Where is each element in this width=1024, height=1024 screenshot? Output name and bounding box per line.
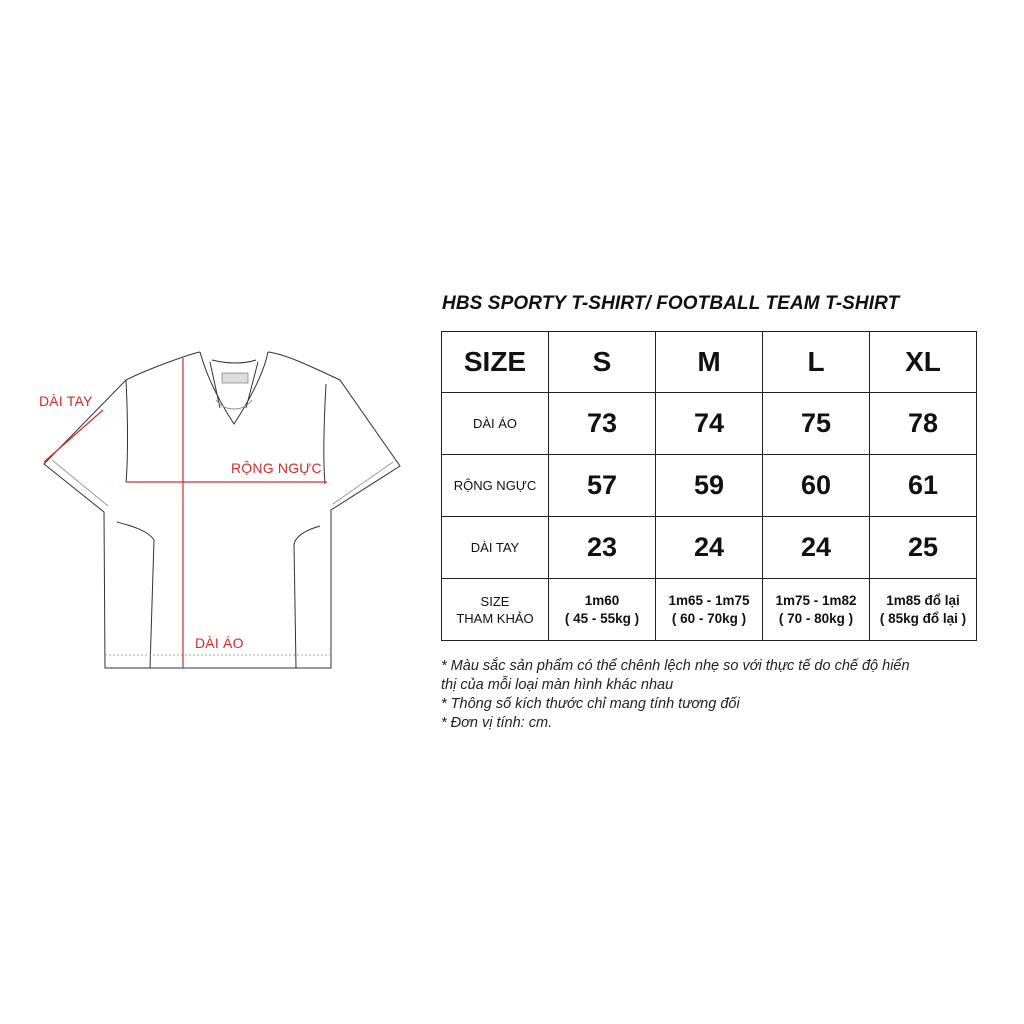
ref-label-line1: SIZE xyxy=(480,593,510,609)
table-cell: 23 xyxy=(549,517,656,579)
size-chart-table xyxy=(441,331,977,641)
table-row xyxy=(442,455,977,517)
table-cell: 59 xyxy=(656,455,763,517)
table-header-row xyxy=(442,332,977,393)
row-label-sleeve: DÀI TAY xyxy=(442,517,549,579)
header-size: SIZE xyxy=(442,332,549,393)
ref-weight: ( 45 - 55kg ) xyxy=(564,610,640,626)
table-cell: 57 xyxy=(549,455,656,517)
sleeve-label: DÀI TAY xyxy=(39,393,93,409)
ref-cell-l xyxy=(763,579,870,641)
header-s: S xyxy=(549,332,656,393)
header-l: L xyxy=(763,332,870,393)
header-xl: XL xyxy=(870,332,977,393)
table-cell: 25 xyxy=(870,517,977,579)
note-line: * Thông số kích thước chỉ mang tính tương đối xyxy=(441,696,740,712)
notes xyxy=(441,657,971,733)
note-line: thị của mỗi loại màn hình khác nhau xyxy=(441,677,674,693)
row-label-length: DÀI ÁO xyxy=(442,393,549,455)
note-line: * Màu sắc sản phẩm có thể chênh lệch nhẹ so với thực tế do chế độ hiển xyxy=(441,658,910,674)
table-cell: 61 xyxy=(870,455,977,517)
ref-weight: ( 85kg đổ lại ) xyxy=(879,610,967,626)
tshirt-diagram xyxy=(0,0,440,1024)
table-row xyxy=(442,393,977,455)
ref-height: 1m60 xyxy=(584,592,620,608)
ref-weight: ( 60 - 70kg ) xyxy=(671,610,747,626)
table-cell: 60 xyxy=(763,455,870,517)
row-label-reference xyxy=(442,579,549,641)
row-label-chest: RỘNG NGỰC xyxy=(442,455,549,517)
table-cell: 73 xyxy=(549,393,656,455)
table-cell: 24 xyxy=(656,517,763,579)
table-cell: 75 xyxy=(763,393,870,455)
ref-cell-m xyxy=(656,579,763,641)
sleeve-measure-line xyxy=(44,410,103,462)
ref-height: 1m85 đổ lại xyxy=(886,592,960,608)
ref-cell-s xyxy=(549,579,656,641)
ref-weight: ( 70 - 80kg ) xyxy=(778,610,854,626)
ref-label-line2: THAM KHẢO xyxy=(456,610,534,626)
ref-height: 1m75 - 1m82 xyxy=(775,592,857,608)
table-cell: 74 xyxy=(656,393,763,455)
chest-label: RỘNG NGỰC xyxy=(231,460,322,476)
header-m: M xyxy=(656,332,763,393)
note-line: * Đơn vị tính: cm. xyxy=(441,715,553,731)
table-row-reference xyxy=(442,579,977,641)
product-title: HBS SPORTY T-SHIRT/ FOOTBALL TEAM T-SHIRT xyxy=(442,293,900,314)
ref-height: 1m65 - 1m75 xyxy=(668,592,750,608)
length-label: DÀI ÁO xyxy=(195,635,244,651)
shirt-outline xyxy=(44,352,400,668)
table-cell: 78 xyxy=(870,393,977,455)
ref-cell-xl xyxy=(870,579,977,641)
table-cell: 24 xyxy=(763,517,870,579)
table-row xyxy=(442,517,977,579)
